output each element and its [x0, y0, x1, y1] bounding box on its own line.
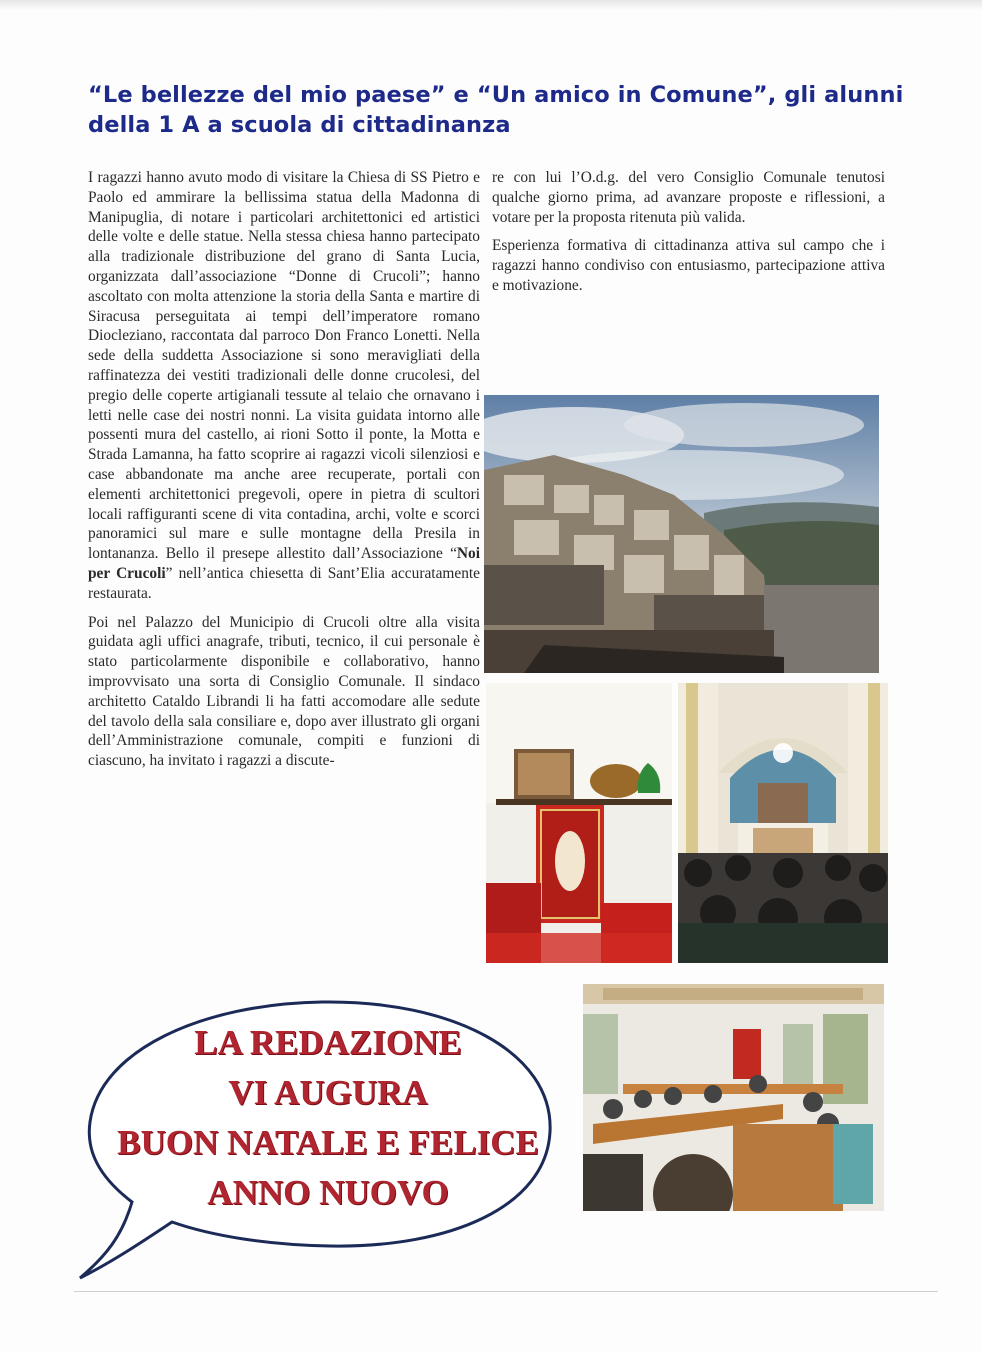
village-panorama-photo: [484, 395, 879, 673]
article-title: “Le bellezze del mio paese” e “Un amico in Comune”, gli alunni della 1 A a scuola di cittadinanza: [88, 82, 904, 138]
association-name: Noi per Crucoli: [88, 545, 480, 582]
greeting-line: ANNO NUOVO: [207, 1173, 449, 1212]
church-interior-photo: [678, 683, 888, 963]
greeting-line: VI AUGURA: [228, 1073, 428, 1112]
council-room-photo: [583, 984, 884, 1211]
association-room-photo: [486, 683, 672, 963]
holiday-greeting: [98, 1018, 558, 1218]
article-paragraph: [88, 168, 480, 604]
footer-divider: [74, 1291, 938, 1292]
page-top-edge: [0, 0, 982, 10]
article-paragraph: Esperienza formativa di cittadinanza attiva sul campo che i ragazzi hanno condiviso con entusiasmo, partecipazione attiva e motivazione.: [492, 237, 885, 294]
paragraph-text: I ragazzi hanno avuto modo di visitare la Chiesa di SS Pietro e Paolo ed ammirare la bellissima statua della Madonna di Manipuglia, di notare i particolari architettonici ed artistici delle volte e delle statue. Nella stessa chiesa hanno partecipato alla tradizionale distribuzione del grano di Santa Lucia, organizzata dall’associazione “Donne di Crucoli”; hanno ascoltato con molta attenzione la storia della Santa e martire di Siracusa perseguitata ai tempi dell’imperatore romano Diocleziano, raccontata dal parroco Don Franco Lonetti. Nella sede della suddetta Associazione si sono meravigliati della raffinatezza dei vestiti tradizionali delle donne crucolesi, del pregio delle coperte artigianali tessute al telaio che ornavano i letti nelle case dei nostri nonni. La visita guidata intorno alle possenti mura del castello, ai rioni Sotto il ponte, la Motta e Strada Lamanna, ha fatto scoprire ai ragazzi vicoli silenziosi e case abbandonate ma anche aree recuperate, portali con elementi architettonici pregevoli, opere in pietra di scultori locali raffiguranti scene di vita contadina, archi, volte e scorci panoramici sul mare e sulle montagne della Presila in lontananza. Bello il presepe allestito dall’Associazione “: [88, 169, 480, 563]
article-paragraph: Poi nel Palazzo del Municipio di Crucoli oltre alla visita guidata agli uffici anagrafe, tributi, tecnico, il cui personale è stato particolarmente disponibile e collaborativo, hanno improvvisato una sorta di Consiglio Comunale. Il sindaco architetto Cataldo Librandi li ha fatti accomodare alle sedute del tavolo della sala consiliare e, dopo aver illustrato gli organi dell’Amministrazione comunale, compiti e funzioni di ciascuno, ha invitato i ragazzi a discute-: [88, 613, 480, 770]
article-paragraph: re con lui l’O.d.g. del vero Consiglio Comunale tenutosi qualche giorno prima, ad avanzare proposte e riflessioni, a votare per la proposta ritenuta più valida.: [492, 169, 885, 226]
greeting-line: LA REDAZIONE: [194, 1023, 462, 1062]
greeting-line: BUON NATALE E FELICE: [117, 1123, 539, 1162]
paragraph-text: ” nell’antica chiesetta di Sant’Elia accuratamente restaurata.: [88, 564, 481, 602]
article-column-right: [492, 168, 885, 305]
article-column-left: [88, 168, 480, 780]
